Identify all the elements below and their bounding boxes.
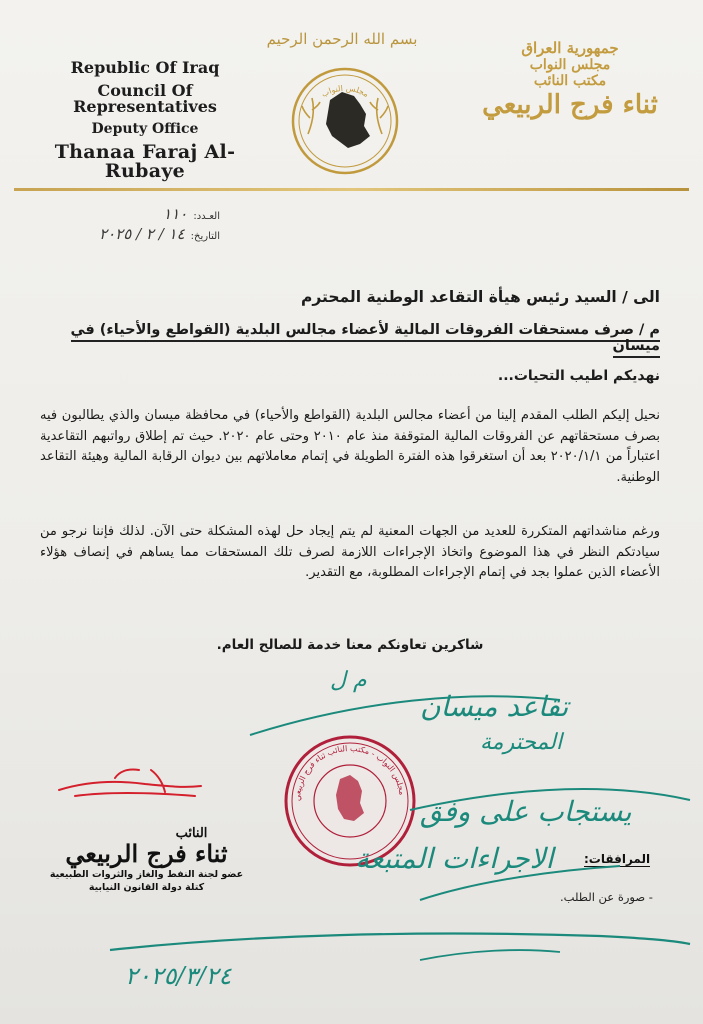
letterhead-en-deputy-name: Thanaa Faraj Al-Rubaye	[54, 141, 236, 182]
reference-date-row	[40, 225, 220, 245]
reference-block	[40, 205, 220, 245]
signature-title: النائب	[175, 826, 208, 841]
letterhead-arabic	[470, 40, 670, 121]
header-divider	[14, 188, 689, 191]
letterhead-ar-deputy-name: ثناء فرج الربيعي	[482, 90, 658, 121]
reference-number-row	[40, 205, 220, 225]
signature-committee: عضو لجنة النفط والغاز والثروات الطبيعية	[49, 869, 244, 880]
letterhead-english	[30, 60, 260, 188]
letterhead-ar-country: جمهورية العراق	[521, 39, 619, 57]
signature-name: ثناء فرج الربيعي	[65, 839, 228, 868]
handwriting-note-1: م ل	[330, 668, 367, 693]
letterhead-en-country: Republic Of Iraq	[70, 58, 220, 77]
subject-line	[40, 322, 660, 354]
closing-line: شاكرين تعاونكم معنا خدمة للصالح العام.	[216, 637, 484, 653]
parliament-emblem-icon	[286, 62, 404, 180]
letterhead-ar-office: مكتب النائب	[533, 73, 607, 90]
letterhead-ar-council: مجلس النواب	[529, 57, 611, 74]
handwriting-note-4: يستجاب على وفق	[420, 795, 632, 828]
stamp-text: مجلس النواب - مكتب النائب ثناء فرج الربيعي	[292, 743, 407, 802]
handwriting-date: ٢٠٢٥/٣/٢٤	[125, 962, 232, 990]
signature-block	[44, 826, 249, 894]
reference-date-label: التاريخ:	[190, 231, 220, 242]
reference-number-value: ١١٠	[163, 205, 188, 223]
attachment-item: - صورة عن الطلب.	[560, 890, 653, 904]
paragraph-1: نحيل إليكم الطلب المقدم إلينا من أعضاء مجالس البلدية (القواطع والأحياء) في محافظة ميسان والذي يطالبون فيه بصرف مستحقاتهم عن الفروقات المالية المتوقفة منذ عام ٢٠١٠ وحتى عام ٢٠٢٠. حيث تم إطلاق رواتبهم التقاعدية اعتباراً من ٢٠٢٠/١/١ بعد أن استغرقوا هذه الفترة الطويلة في إتمام معاملاتهم بين ديوان الرقابة المالية وهيئة التقاعد الوطنية.	[40, 408, 660, 485]
greeting: نهديكم اطيب التحيات...	[497, 368, 660, 384]
emblem-text: مجلس النواب	[319, 83, 371, 99]
handwriting-note-3: المحترمة	[480, 730, 563, 755]
basmala: بسم الله الرحمن الرحيم	[266, 30, 418, 48]
reference-date-value: ١٤ / ٢ / ٢٠٢٥	[99, 225, 185, 243]
letterhead-en-office: Deputy Office	[91, 121, 199, 137]
handwriting-note-5: الاجراءات المتبعة	[355, 842, 554, 875]
reference-number-label: العـدد:	[193, 211, 220, 222]
addressee: الى / السيد رئيس هيأة التقاعد الوطنية المحترم	[301, 288, 660, 306]
letterhead-en-council: Council Of Representatives	[73, 81, 217, 116]
subject-text: م / صرف مستحقات الفروقات المالية لأعضاء مجالس البلدية (القواطع والأحياء) في ميسان	[71, 322, 660, 358]
paragraph-2: ورغم مناشداتهم المتكررة للعديد من الجهات المعنية لم يتم إيجاد حل لهذه المشكلة حتى الآن. لذلك فإننا نرجو من سيادتكم النظر في هذا الموضوع واتخاذ الإجراءات اللازمة لصرف تلك المستحقات مما يساهم في إنصاف هؤلاء الأعضاء الذين عملوا بجد في إتمام الإجراءات المطلوبة، مع التقدير.	[40, 524, 660, 580]
official-stamp	[282, 733, 418, 869]
signature-bloc: كتلة دولة القانون النيابية	[88, 882, 205, 893]
handwriting-note-2: تقاعد ميسان	[420, 690, 569, 723]
iraq-map-shape	[326, 92, 370, 148]
attachments-label: المرافقات:	[584, 852, 651, 866]
red-signature	[55, 762, 205, 810]
